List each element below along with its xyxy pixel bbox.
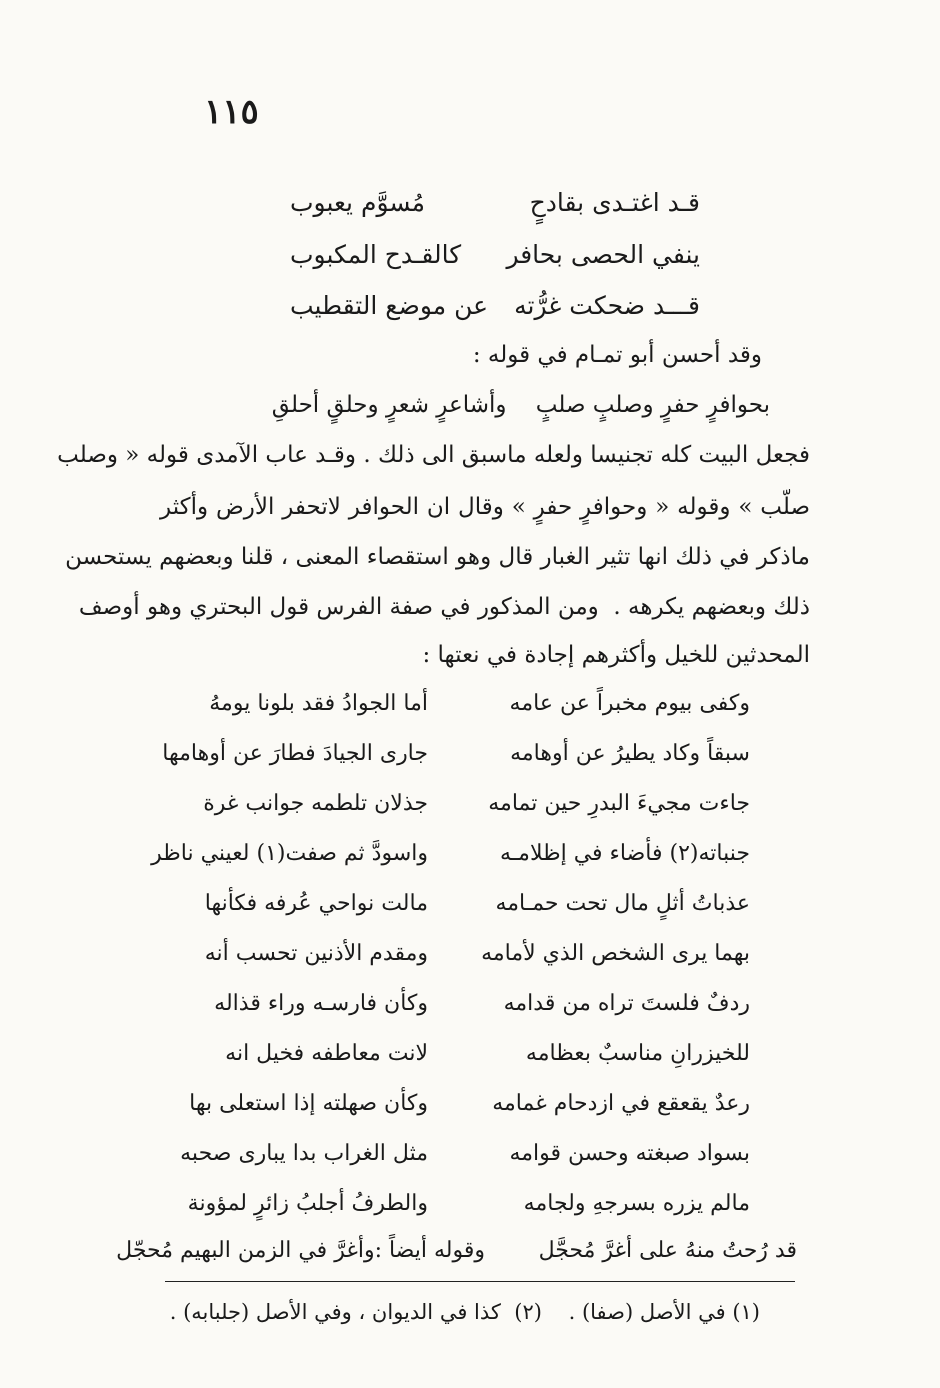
hemistich-first: وكأن صهلته إذا استعلى بها [189,1091,428,1116]
prose-line: ذلك وبعضهم يكرهه . ومن المذكور في صفة الفرس قول البحتري وهو أوصف [78,594,810,620]
hemistich-first: ومقدم الأذنين تحسب أنه [204,941,428,966]
hemistich-second: وكفى بيوم مخبراً عن عامه [509,691,750,716]
hemistich-second: مُسوَّم يعبوب [290,188,426,217]
prose-line: ماذكر في ذلك انها تثير الغبار قال وهو استقصاء المعنى ، قلنا وبعضهم يستحسن [65,544,810,570]
hemistich-second: رعدٌ يقعقع في ازدحام غمامه [492,1091,750,1116]
poem-couplet [170,1193,750,1215]
prose-line: المحدثين للخيل وأكثرهم إجادة في نعتها : [422,642,810,668]
hemistich-first: ينفي الحصى بحافر [506,240,700,269]
hemistich-second: قد رُحتُ منهُ على أغرَّ مُحجَّل [538,1238,797,1263]
prose-line: صلّب » وقوله « وحوافرٍ حفرٍ » وقال ان الحوافر لاتحفر الأرض وأكثر [160,494,810,520]
hemistich-first: وقوله أيضاً :وأغرَّ في الزمن البهيم مُحجّل [116,1238,485,1263]
prose-line: فجعل البيت كله تجنيسا ولعله ماسبق الى ذلك . وقـد عاب الآمدى قوله « وصلب [57,442,810,468]
hemistich-first: جارى الجيادَ فطارَ عن أوهامها [162,741,428,766]
poem-couplet [116,1238,797,1263]
hemistich-first: وكأن فارسـه وراء قذاله [214,991,428,1016]
hemistich-first: لانت معاطفه فخيل انه [225,1041,428,1066]
hemistich-first: واسودَّ ثم صفت(١) لعيني ناظر [151,841,428,866]
poem-couplet [170,1143,750,1165]
poem-couplet [170,693,750,715]
poem-couplet [151,841,750,866]
hemistich-second: ردفٌ فلستَ تراه من قدامه [503,991,750,1016]
hemistich-second: سبقاً وكاد يطيرُ عن أوهامه [510,741,750,766]
hemistich-second: للخيزرانِ مناسبٌ بعظامه [525,1041,750,1066]
quoted-verse: بحوافرٍ حفرٍ وصلبٍ صلبٍ وأشاعرٍ شعرٍ وحلقٍ أحلقِ [271,392,770,418]
poem-couplet [170,1043,750,1065]
hemistich-second: بهما يرى الشخص الذي لأمامه [481,941,750,966]
page-number: ١١٥ [204,92,259,132]
intro-line: وقد أحسن أبو تمـام في قوله : [472,342,762,368]
hemistich-second: عذباتُ أثلٍ مال تحت حمـامه [495,891,750,916]
hemistich-second: مالم يزره بسرجهِ ولجامه [523,1191,750,1216]
poem-couplet [290,190,700,215]
poem-couplet [290,242,700,267]
poem-couplet [170,993,750,1015]
hemistich-first: قـــد ضحكت غرُّته [514,291,700,320]
poem-couplet [170,893,750,915]
hemistich-second: بسواد صبغته وحسن قوامه [509,1141,750,1166]
footnote: (١) في الأصل (صفا) . (٢) كذا في الديوان ، وفي الأصل (جلبابه) . [169,1300,760,1324]
footnote-divider [165,1281,795,1282]
hemistich-second: عن موضع التقطيب [290,291,489,320]
hemistich-second: جنباته(٢) فأضاء في إظلامـه [499,841,750,866]
hemistich-first: قـد اغتـدى بقادحٍ [529,188,700,217]
hemistich-second: كالقـدح المكبوب [290,240,462,269]
hemistich-first: والطرفُ أجلبُ زائرٍ لمؤونة [187,1191,428,1216]
poem-couplet [290,293,700,318]
poem-couplet [170,943,750,965]
poem-couplet [170,1093,750,1115]
hemistich-first: مالت نواحي عُرفه فكأنها [204,891,428,916]
hemistich-second: جاءت مجيءَ البدرِ حين تمامه [488,791,750,816]
hemistich-first: جذلان تلطمه جوانب غرة [203,791,428,816]
hemistich-first: أما الجوادُ فقد بلونا يومهُ [209,691,428,716]
poem-couplet [162,741,750,766]
hemistich-first: مثل الغراب بدا يبارى صحبه [180,1141,428,1166]
poem-couplet [170,793,750,815]
